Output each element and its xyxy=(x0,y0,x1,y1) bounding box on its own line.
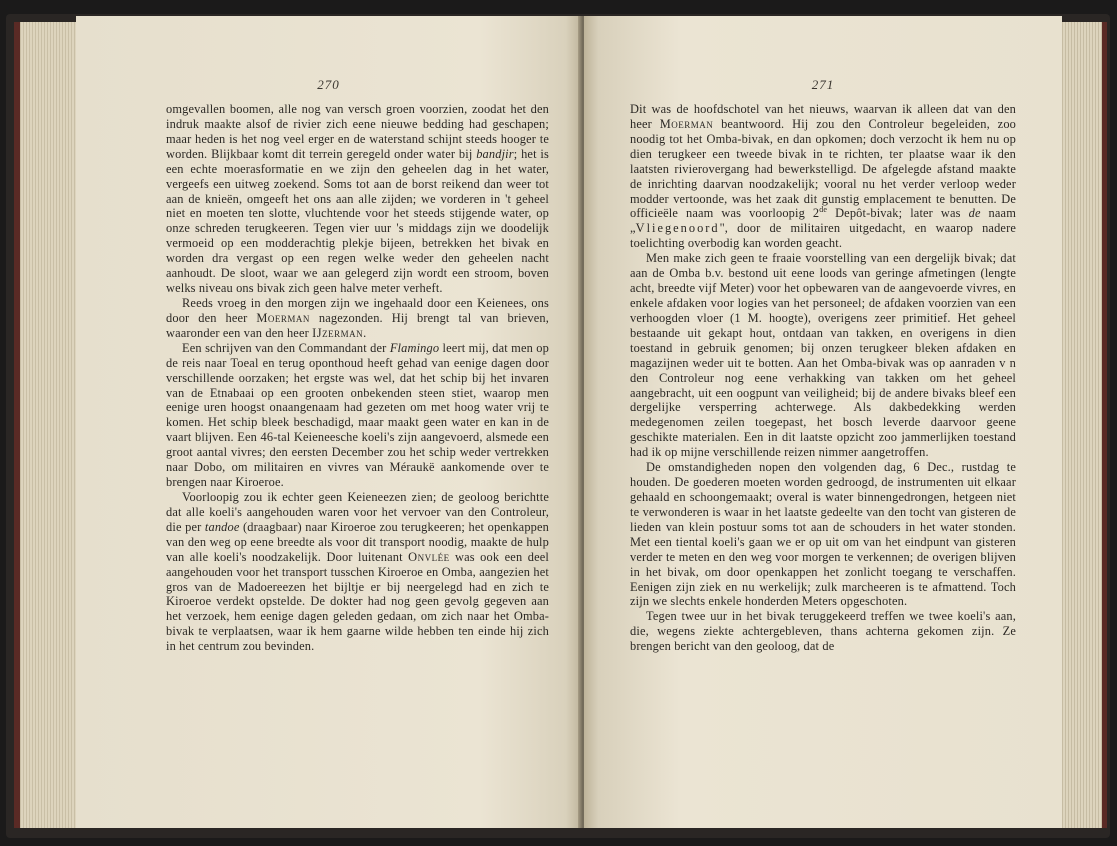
page-edges-left xyxy=(14,22,82,828)
paragraph xyxy=(166,490,549,654)
text-run: De omstandigheden nopen den volgenden dag, 6 Dec., rustdag te houden. De goederen moeten worden gedroogd, de instrumenten uit elkaar gehaald en schoongemaakt; overal is water binnengedrongen, hetgeen niet te verwonderen is waar in het laatste gedeelte van den tocht van gisteren de lieden van klein postuur soms tot aan de schouders in het water stonden. Met een tiental koeli's gaan we er op uit om van het eindpunt van gisteren verder te meten en den weg voor morgen te verkennen; de overigen blijven in het bivak, om door openkappen het zonlicht toegang te verschaffen. Eenigen zijn ziek en nu werkelijk; zulk marcheeren is te afmattend. Toch zijn we slechts enkele honderden Meters opgeschoten. xyxy=(630,460,1016,609)
page-text xyxy=(166,102,549,654)
text-run: Voorloopig zou ik echter geen Keieneezen zien; de geoloog berichtte dat alle koeli's aangehouden waren voor het vervoer van den Controleur, die per xyxy=(166,489,549,534)
text-run: leert mij, dat men op de reis naar Toeal en terug oponthoud heeft gehad van eenige dagen door verschillende oorzaken; het ergste was wel, dat het schip bij het invaren van de Etnabaai op een grooten onbekenden steen stiet, waarop men eenige uren hoogst onaangenaam had gezeten om met hoog water vrij te komen. Het schip bleek beschadigd, maar maakt geen water en kan in de vaart blijven. Een 46-tal Keieneesche koeli's zijn aangevoerd, alsmede een groot aantal vivres; den eersten December zou het schip weder vertrekken naar Dobo, om militairen en vivres van Méraukë aankomende over te brengen naar Kiroeroe. xyxy=(166,340,550,490)
spaced-text: Vliegenoord xyxy=(635,221,720,236)
italic-text: bandjir xyxy=(476,146,514,161)
text-run: beantwoord. Hij zou den Controleur begeleiden, zoo noodig tot het Omba-bivak, en dan opkomen; doch verzocht ik hem nu op dien terugkeer een tweede bivak in te richten, ter plaatse waar ik den laatsten rivierovergang had bewerkstelligd. De afgelegde afstand maakte de inrichting daarvan noodzakelijk; vooral nu het verder verloop weder modder vertoonde, was het zaak dit gunstig emplacement te benutten. De officieële naam was voorloopig 2 xyxy=(630,116,1017,221)
name-small-caps: Moerman xyxy=(256,310,310,325)
paragraph xyxy=(630,102,1016,251)
paragraph xyxy=(630,251,1016,460)
paragraph xyxy=(166,341,549,490)
italic-text: Flamingo xyxy=(389,340,440,355)
text-run: Men make zich geen te fraaie voorstelling van een dergelijk bivak; dat aan de Omba b.v. bestond uit eene loods van geringe afmetingen (lengte acht, breedte vijf Meter) voor het opbewaren van de aangevoerde vivres, en enkele afdaken voor logies van het personeel; de afdaken voorzien van een verhoogden vloer (1 M. hoogte), overigens zeer primitief. Het geheel bestaande uit gekapt hout, ontdaan van takken, en overigens in dien toestand in gebruik genomen; bij onzen terugkeer bleken afdaken en magazijnen weder uit te botten. Aan het Omba-bivak was op aanraden v n den Controleur nog eene verhakking van takken om het geheel aangebracht, uit een oogpunt van veiligheid; bij de andere bivaks bleef een dergelijke versperring achterwege. Als dakbedekking werden medegenomen zeilen toegepast, het bosch leverde daarvoor geene geschikte materialen. Een in dit laatste opzicht zoo jammerlijken toestand had ik op mijne verschillende reizen nimmer aangetroffen. xyxy=(630,251,1016,460)
superscript: de xyxy=(819,205,828,215)
paragraph xyxy=(166,296,549,341)
text-run: ", door de militairen uitgedacht, en waarop nadere toelichting overbodig kan worden geacht. xyxy=(630,221,1016,251)
page-number: 270 xyxy=(317,77,340,92)
text-run: (draagbaar) naar Kiroeroe zou terugkeeren; het openkappen van den weg op eene breedte als voor dit transport noodig, maakte de hulp van alle koeli's noodzakelijk. Door luitenant xyxy=(166,519,549,564)
name-small-caps: Moerman xyxy=(659,116,714,131)
text-run: Tegen twee uur in het bivak teruggekeerd treffen we twee koeli's aan, die, wegens ziekte achtergebleven, thans achterna gekomen zijn. Ze brengen bericht van den geoloog, dat de xyxy=(630,609,1016,654)
text-run: omgevallen boomen, alle nog van versch groen voorzien, zoodat het den indruk maakte alsof de rivier zich eene nieuwe bedding had geschapen; maar heden is het nog veel erger en de waterstand schijnt steeds hooger te worden. Blijkbaar komt dit terrein geregeld onder water bij xyxy=(166,102,549,161)
text-run: was ook een deel aangehouden voor het transport tusschen Kiroeroe en Omba, aangezien het gros van de Madoereezen het bijltje er bij neergelegd had en zich te Kiroeroe verdekt opstelde. De dokter had nog geen gevolg gegeven aan het verzoek, hem eenige dagen geleden gedaan, om zich naar het Omba-bivak te verplaatsen, waar ik hem gaarne wilde hebben ten einde hij zich in het centrum zou bevinden. xyxy=(166,549,549,654)
paragraph xyxy=(630,609,1016,654)
italic-text: tandoe xyxy=(204,519,240,534)
paragraph xyxy=(630,460,1016,609)
text-run: Een schrijven van den Commandant der xyxy=(182,340,390,355)
right-page xyxy=(584,16,1062,828)
name-small-caps: Onvlée xyxy=(408,549,450,564)
text-run: nagezonden. Hij brengt tal van brieven, waaronder een van den heer xyxy=(166,310,549,340)
page-edges-right xyxy=(1060,22,1107,828)
italic-text: de xyxy=(968,206,981,221)
text-run: naam „ xyxy=(630,206,1016,236)
page-number: 271 xyxy=(811,77,835,92)
page-text xyxy=(630,102,1016,654)
text-run: ; het is een echte moerasformatie en we zijn den geheelen dag in het water, vergeefs een uitweg zoekend. Soms tot aan de borst reikend dan weer tot aan de knieën, omgeeft het ons aan alle zijden; we vorderen in 't geheel niet en moeten ten slotte, vluchtende voor het steeds stijgende water, op onze schreden terugkeeren. Tegen vier uur 's middags zijn we doodelijk vermoeid op een modderachtig plekje bijeen, betrekken het bivak en worden dra vergast op een regen welke weder den geheelen nacht aanhoudt. De sloot, waar we aan gelegerd zijn wordt een stroom, boven welks niveau ons bivak zich geen halve meter verheft. xyxy=(166,146,549,296)
text-run: Dit was de hoofdschotel van het nieuws, waarvan ik alleen dat van den heer xyxy=(630,102,1016,131)
text-run: Reeds vroeg in den morgen zijn we ingehaald door een Keienees, ons door den heer xyxy=(166,295,549,325)
left-page xyxy=(76,16,581,828)
name-small-caps: IJzerman xyxy=(312,325,364,340)
text-run: . xyxy=(363,325,367,340)
paragraph xyxy=(166,102,549,296)
text-run: Depôt-bivak; later was xyxy=(827,206,969,221)
